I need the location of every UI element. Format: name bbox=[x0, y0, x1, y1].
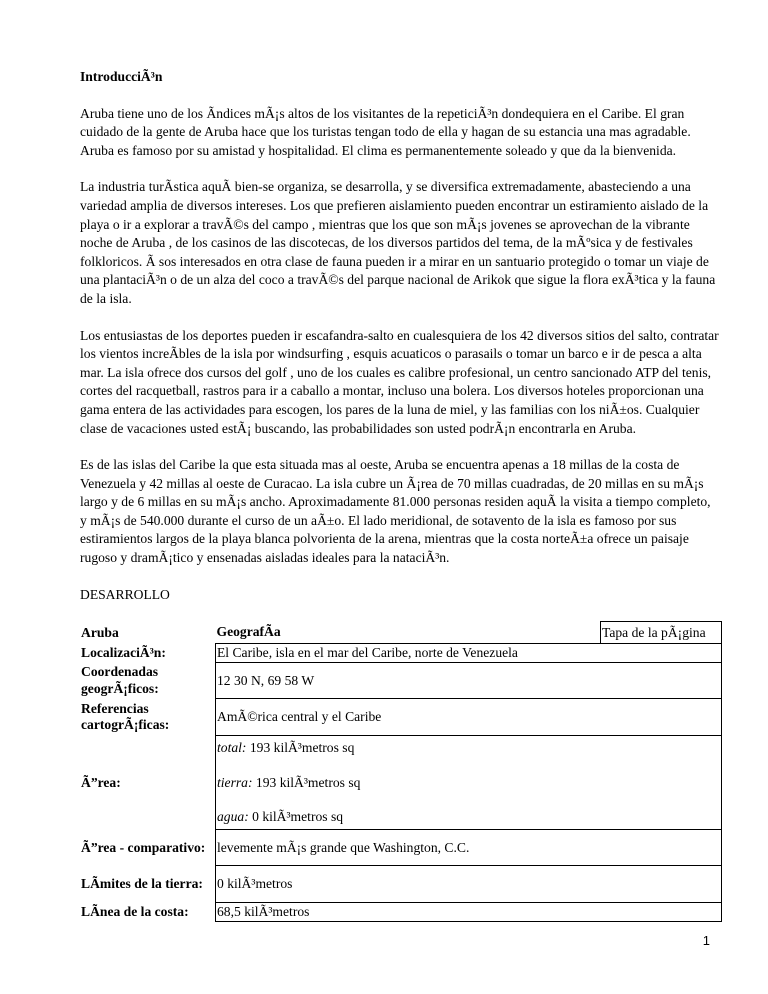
row-value: El Caribe, isla en el mar del Caribe, norte de Venezuela bbox=[216, 644, 722, 663]
row-value: 0 kilÃ³metros bbox=[216, 866, 722, 903]
page-number: 1 bbox=[702, 933, 710, 948]
row-label: Ã”rea - comparativo: bbox=[81, 839, 206, 855]
table-row bbox=[80, 903, 722, 922]
area-land: tierra: 193 kilÃ³metros sq bbox=[217, 774, 361, 790]
area-values bbox=[216, 736, 722, 830]
table-row bbox=[80, 644, 722, 663]
row-label: LÃnea de la costa: bbox=[81, 904, 189, 919]
intro-paragraph: La industria turÃstica aquÃ bien-se organiza, se desarrolla, y se diversifica extremadamente, abasteciendo a una variedad amplia de diversos intereses. Los que prefieren aislamiento pueden encontrar un estiramiento aislado de la playa o ir a explorar a travÃ©s del campo , mientras que los que son mÃ¡s jovenes se aprovechan de la vibrante noche de Aruba , de los casinos de las discotecas, de los diversos partidos del tema, de la mÃºsica y de festivales folkloricos. Ã sos interesados en otra clase de fauna pueden ir a mirar en un santuario protegido o tomar un viaje de una plantaciÃ³n o de un alza del coco a travÃ©s del parque nacional de Arikok que sigue la flora exÃ³tica y la fauna de la isla. bbox=[80, 179, 716, 306]
table-row bbox=[80, 866, 722, 903]
row-label: Referencias cartogrÃ¡ficas: bbox=[81, 700, 170, 733]
geography-table bbox=[80, 621, 722, 922]
table-row bbox=[80, 663, 722, 699]
row-label: LÃmites de la tierra: bbox=[81, 876, 203, 891]
table-row bbox=[80, 830, 722, 866]
section-title: DESARROLLO bbox=[80, 586, 170, 602]
intro-heading: IntroducciÃ³n bbox=[80, 69, 163, 84]
table-header-country: Aruba bbox=[81, 624, 119, 640]
table-header-row bbox=[80, 622, 722, 644]
intro-paragraph: Es de las islas del Caribe la que esta situada mas al oeste, Aruba se encuentra apenas a 18 millas de la costa de Venezuela y 42 millas al oeste de Curacao. La isla cubre un Ã¡rea de 70 millas cuadradas, de 20 millas en su mÃ¡s largo y de 6 millas en su mÃ¡s ancho. Aproximadamente 81.000 personas residen aquÃ la visita a tiempo completo, y mÃ¡s de 540.000 durante el curso de un aÃ±o. El lado meridional, de sotavento de la isla es famoso por sus estiramientos largos de la playa blanca polvorienta de la arena, mientras que la costa norteÃ±a ofrece un paisaje rugoso y dramÃ¡tico y ensenadas aisladas ideales para la nataciÃ³n. bbox=[80, 457, 711, 566]
table-row bbox=[80, 736, 722, 830]
row-label: Coordenadas geogrÃ¡ficos: bbox=[81, 664, 159, 696]
row-value: 12 30 N, 69 58 W bbox=[216, 663, 722, 699]
row-label: LocalizaciÃ³n: bbox=[81, 645, 166, 660]
table-header-section: GeografÃa bbox=[216, 624, 281, 640]
area-total: total: 193 kilÃ³metros sq bbox=[217, 740, 355, 755]
table-row bbox=[80, 699, 722, 736]
area-water: agua: 0 kilÃ³metros sq bbox=[217, 809, 344, 824]
intro-paragraph: Aruba tiene uno de los Ãndices mÃ¡s altos de los visitantes de la repeticiÃ³n dondequiera en el Caribe. El gran cuidado de la gente de Aruba hace que los turistas tengan todo de ella y hagan de su estancia una mas agradable. Aruba es famoso por su amistad y hospitalidad. El clima es permanentemente soleado y que da la bienvenida. bbox=[80, 105, 691, 158]
row-label: Ã”rea: bbox=[81, 774, 121, 790]
page-top-link[interactable]: Tapa de la pÃ¡gina bbox=[601, 622, 722, 644]
row-value: AmÃ©rica central y el Caribe bbox=[216, 699, 722, 736]
document-page bbox=[80, 68, 720, 922]
intro-paragraph: Los entusiastas de los deportes pueden ir escafandra-salto en cualesquiera de los 42 diversos sitios del salto, contratar los vientos increÃbles de la isla por windsurfing , esquis acuaticos o parasails o tomar un barco e ir de pesca a alta mar. La isla ofrece dos cursos del golf , uno de los cuales es calibre profesional, un centro sancionado ATP del tenis, cortes del racquetball, rastros para ir a caballo a montar, incluso una bolera. Los diversos hoteles proporcionan una gama entera de las actividades para escogen, los pares de la luna de miel, y las familias con los niÃ±os. Cualquier clase de vacaciones usted estÃ¡ buscando, las probabilidades son usted podrÃ¡n encontrarla en Aruba. bbox=[80, 327, 719, 436]
row-value: levemente mÃ¡s grande que Washington, C.C. bbox=[216, 830, 722, 866]
row-value: 68,5 kilÃ³metros bbox=[216, 903, 722, 922]
